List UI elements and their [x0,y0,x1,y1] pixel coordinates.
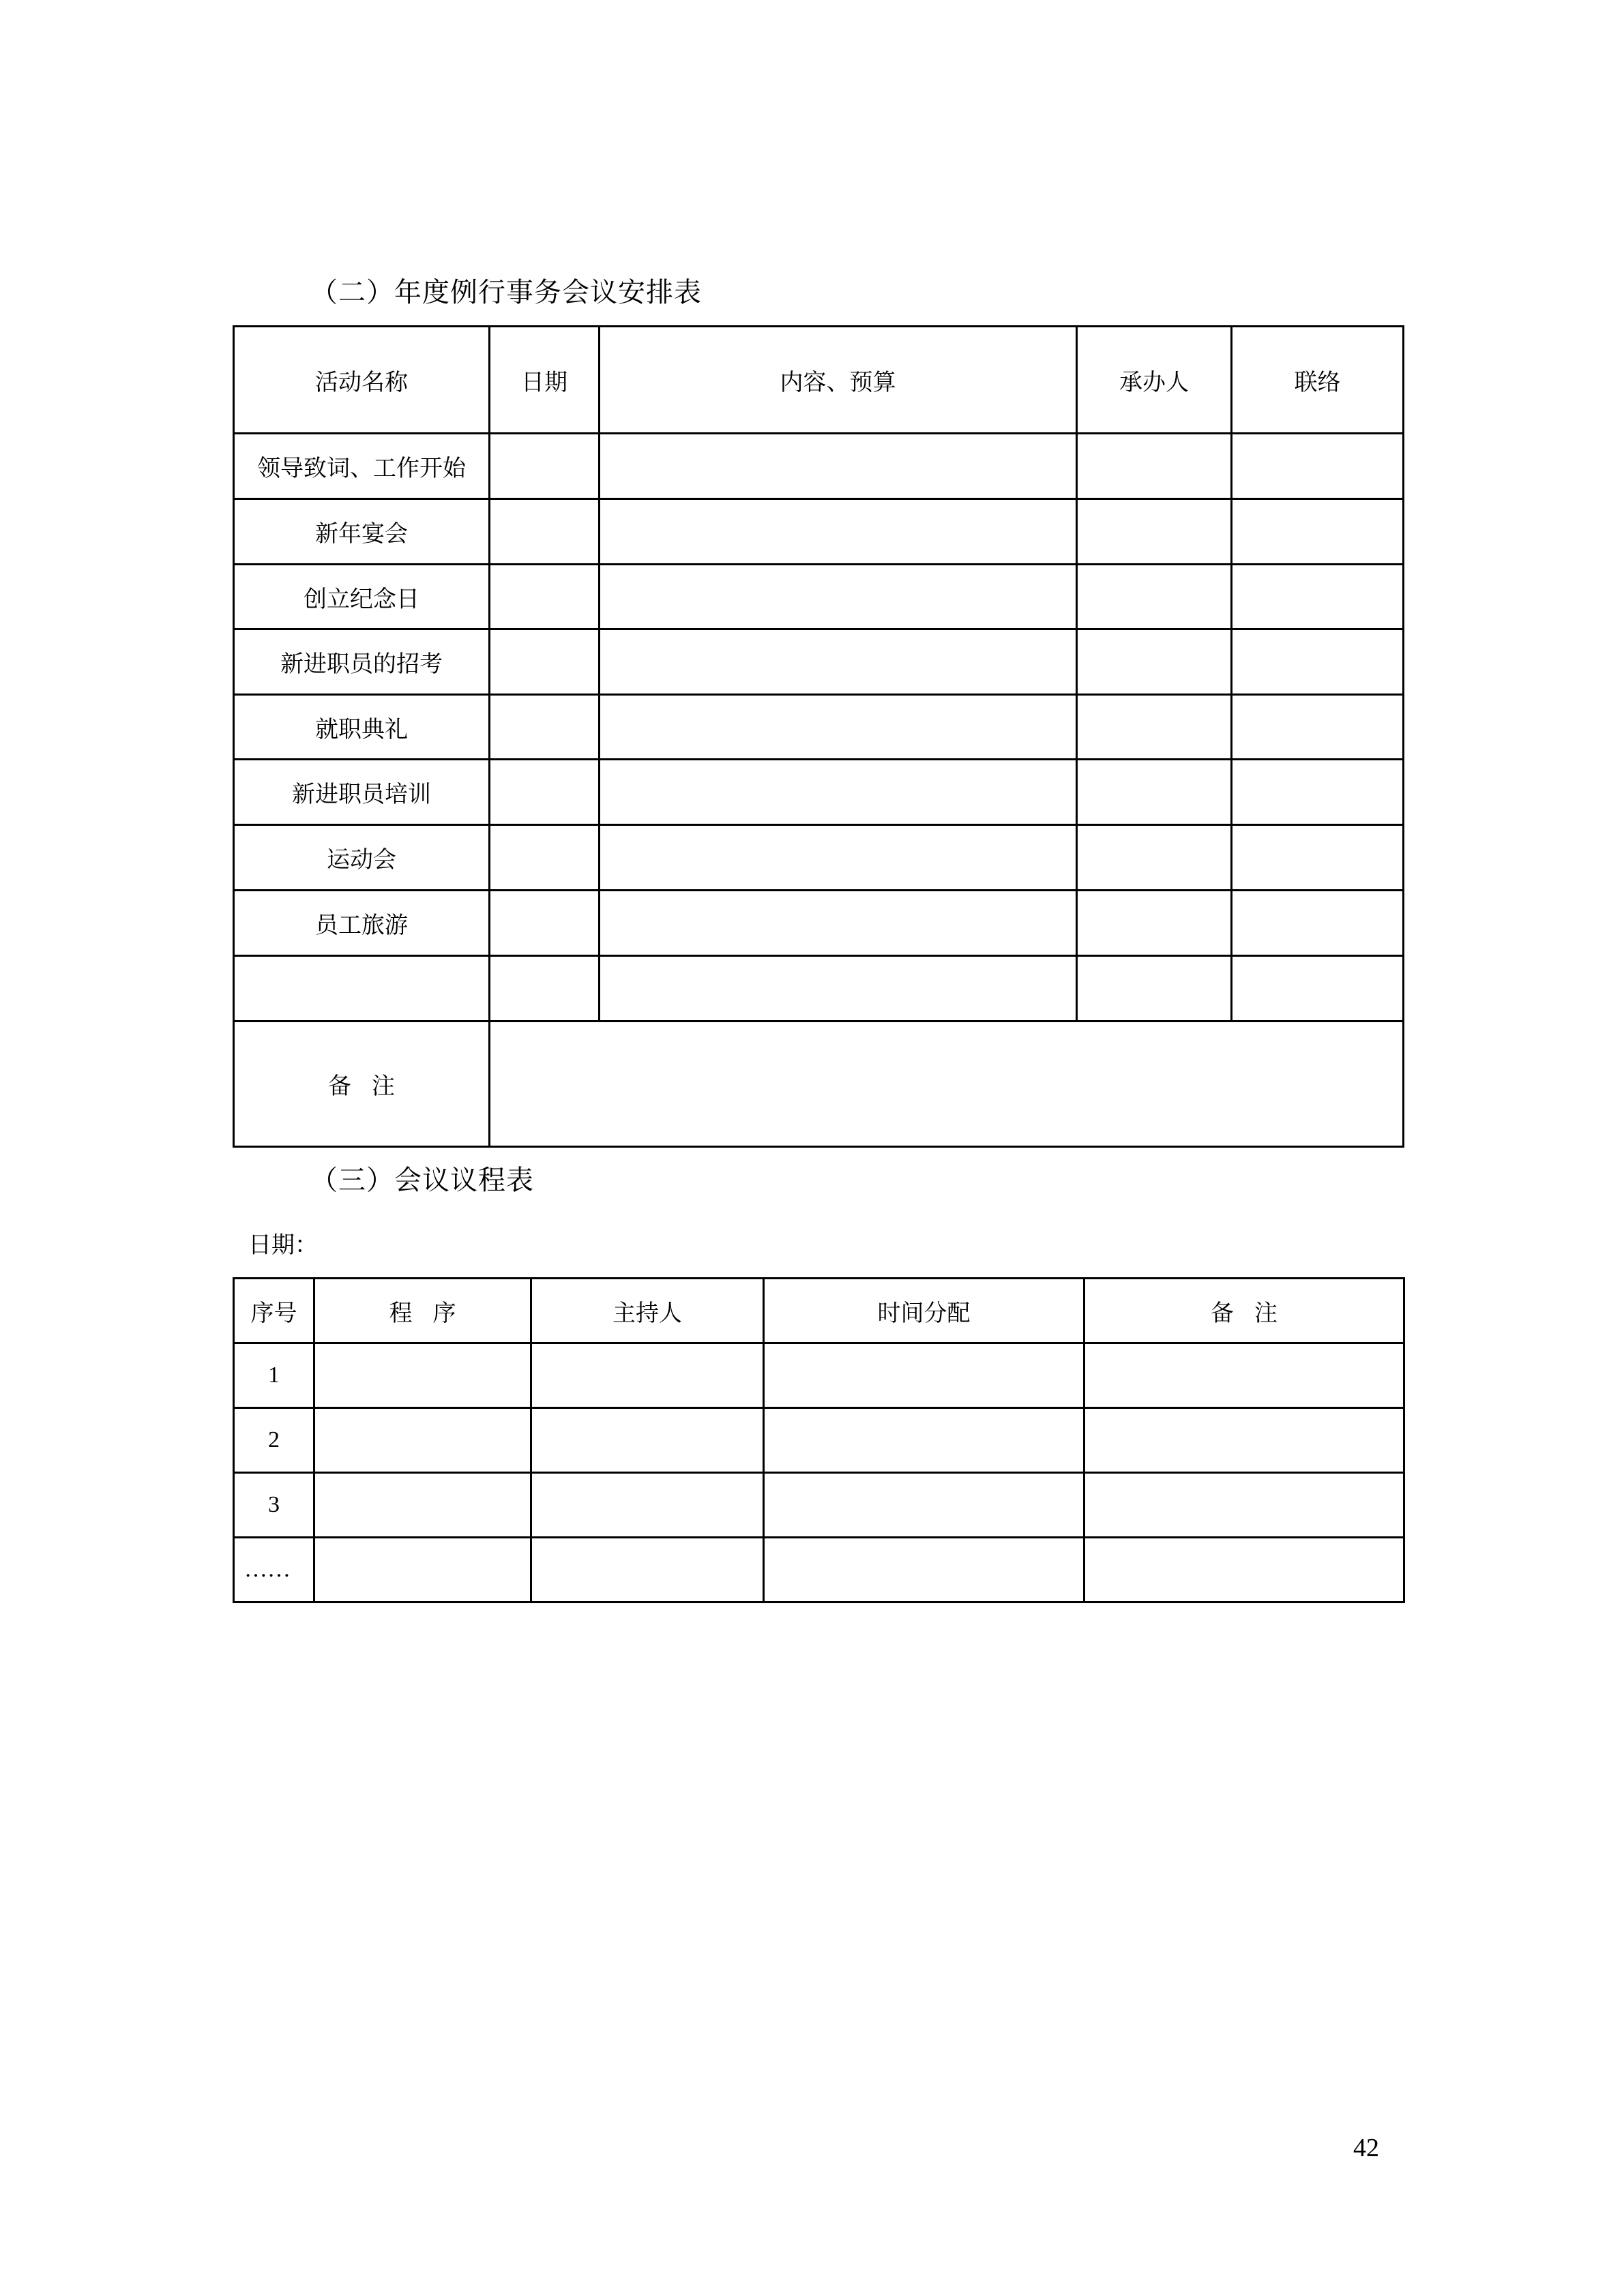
agenda-date-label [248,1232,318,1259]
remarks-cell[interactable] [1084,1343,1404,1408]
date-cell[interactable] [490,629,600,695]
activity-cell: 创立纪念日 [234,565,490,629]
procedure-cell[interactable] [314,1408,531,1473]
contact-cell[interactable] [1232,891,1404,956]
date-cell[interactable] [490,499,600,565]
date-cell[interactable] [490,825,600,891]
activity-cell: 新进职员的招考 [234,629,490,695]
activity-cell: 运动会 [234,825,490,891]
table-header-row [234,327,1404,434]
table-row [234,1408,1404,1473]
activity-cell: 领导致词、工作开始 [234,434,490,499]
section3-title: （三）会议议程表 [310,1165,534,1196]
table-row [234,499,1404,565]
header-date: 日期 [490,327,600,434]
sequence-no-cell: 2 [234,1408,314,1473]
remarks-field[interactable] [490,1022,1404,1147]
activity-cell: 新年宴会 [234,499,490,565]
procedure-cell[interactable] [314,1473,531,1538]
content-budget-cell[interactable] [600,499,1077,565]
date-cell[interactable] [490,760,600,825]
host-cell[interactable] [531,1473,764,1538]
date-cell[interactable] [490,891,600,956]
table-row [234,695,1404,760]
contact-cell[interactable] [1232,434,1404,499]
date-cell[interactable] [490,434,600,499]
time-allocation-cell[interactable] [764,1473,1084,1538]
contact-cell[interactable] [1232,760,1404,825]
content-budget-cell[interactable] [600,891,1077,956]
organizer-cell[interactable] [1077,499,1232,565]
remarks-row [234,1022,1404,1147]
table-header-row [234,1279,1404,1343]
organizer-cell[interactable] [1077,956,1232,1022]
content-budget-cell[interactable] [600,825,1077,891]
content-budget-cell[interactable] [600,956,1077,1022]
organizer-cell[interactable] [1077,695,1232,760]
table-row [234,956,1404,1022]
table-row [234,1538,1404,1602]
remarks-cell[interactable] [1084,1473,1404,1538]
organizer-cell[interactable] [1077,565,1232,629]
page-number: 42 [1353,2134,1379,2162]
host-cell[interactable] [531,1343,764,1408]
sequence-no-cell: 3 [234,1473,314,1538]
content-budget-cell[interactable] [600,629,1077,695]
header-remarks: 备注 [1084,1279,1404,1343]
activity-cell[interactable] [234,956,490,1022]
procedure-cell[interactable] [314,1538,531,1602]
contact-cell[interactable] [1232,956,1404,1022]
content-budget-cell[interactable] [600,434,1077,499]
content-budget-cell[interactable] [600,695,1077,760]
content-budget-cell[interactable] [600,760,1077,825]
activity-cell: 员工旅游 [234,891,490,956]
header-contact: 联络 [1232,327,1404,434]
meeting-agenda-table [233,1277,1405,1603]
activity-cell: 新进职员培训 [234,760,490,825]
table-row [234,629,1404,695]
header-procedure: 程序 [314,1279,531,1343]
header-sequence-no: 序号 [234,1279,314,1343]
remarks-cell[interactable] [1084,1538,1404,1602]
contact-cell[interactable] [1232,499,1404,565]
table-row [234,760,1404,825]
organizer-cell[interactable] [1077,825,1232,891]
header-content-budget: 内容、预算 [600,327,1077,434]
contact-cell[interactable] [1232,825,1404,891]
header-time-allocation: 时间分配 [764,1279,1084,1343]
section2-title: （二）年度例行事务会议安排表 [310,277,702,308]
time-allocation-cell[interactable] [764,1538,1084,1602]
organizer-cell[interactable] [1077,629,1232,695]
remarks-cell[interactable] [1084,1408,1404,1473]
table-row [234,891,1404,956]
table-row [234,565,1404,629]
table-row [234,1473,1404,1538]
header-host: 主持人 [531,1279,764,1343]
host-cell[interactable] [531,1408,764,1473]
organizer-cell[interactable] [1077,760,1232,825]
date-cell[interactable] [490,565,600,629]
organizer-cell[interactable] [1077,434,1232,499]
organizer-cell[interactable] [1077,891,1232,956]
table-row [234,825,1404,891]
time-allocation-cell[interactable] [764,1343,1084,1408]
header-activity-name: 活动名称 [234,327,490,434]
contact-cell[interactable] [1232,565,1404,629]
date-cell[interactable] [490,956,600,1022]
activity-cell: 就职典礼 [234,695,490,760]
table-row [234,1343,1404,1408]
sequence-no-cell: 1 [234,1343,314,1408]
agenda-date-label-text: 日期： [248,1232,318,1259]
date-cell[interactable] [490,695,600,760]
header-organizer: 承办人 [1077,327,1232,434]
table-row [234,434,1404,499]
time-allocation-cell[interactable] [764,1408,1084,1473]
sequence-no-cell: …… [234,1538,314,1602]
host-cell[interactable] [531,1538,764,1602]
remarks-label: 备注 [234,1022,490,1147]
content-budget-cell[interactable] [600,565,1077,629]
annual-meeting-schedule-table [233,325,1404,1148]
contact-cell[interactable] [1232,695,1404,760]
procedure-cell[interactable] [314,1343,531,1408]
contact-cell[interactable] [1232,629,1404,695]
